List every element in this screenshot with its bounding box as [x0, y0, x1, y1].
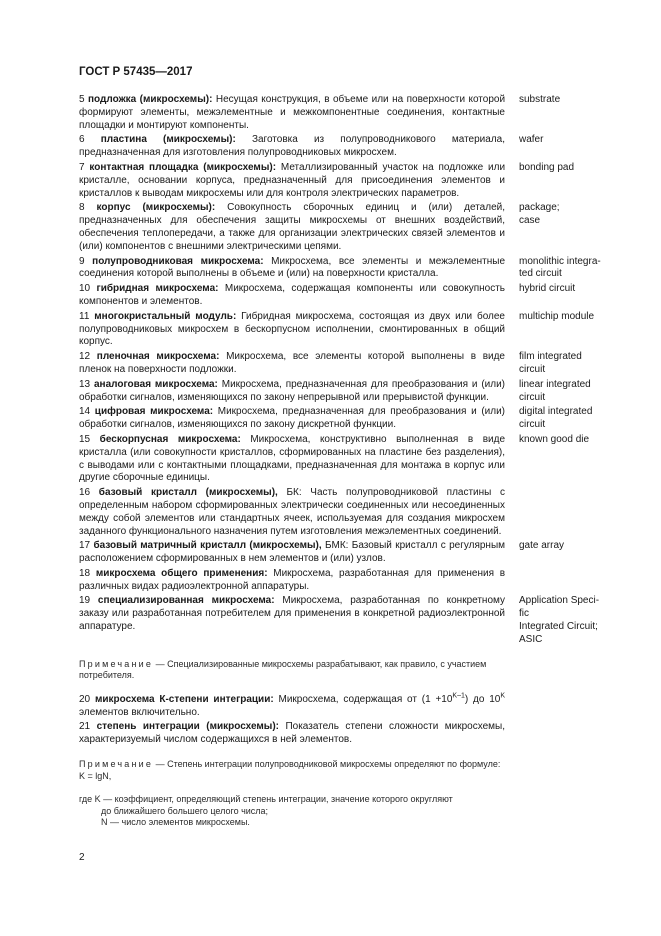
- entry-19: [79, 595, 614, 646]
- entry-number: 16: [79, 487, 91, 499]
- legend-line-2: до ближайшего большего целого числа;: [101, 805, 269, 816]
- entry-number: 5: [79, 94, 85, 105]
- english-equivalent: [519, 351, 614, 377]
- entry-definition: Микросхема, содержащая от (1 +10: [278, 693, 453, 705]
- entry-12: [79, 351, 614, 377]
- entry-term: пленочная микросхема:: [96, 351, 220, 363]
- entry-number: 21: [79, 721, 91, 733]
- entry-term: полупроводниковая микросхема:: [92, 255, 264, 267]
- english-term-line: bonding pad: [519, 161, 575, 173]
- entry-number: 18: [79, 567, 91, 579]
- entry-number: 20: [79, 693, 91, 705]
- english-term-line: multichip module: [519, 310, 595, 322]
- english-equivalent: [519, 434, 614, 485]
- english-equivalent: [519, 540, 614, 566]
- page-number: 2: [79, 852, 85, 863]
- note-1-text: — Специализированные микросхемы разрабатывают, как правило, с участием потребителя.: [79, 658, 487, 681]
- note-1-label: Примечание: [79, 658, 154, 669]
- entry-definition: Микросхема, все элементы которой выполнены в виде пленок на поверхности подложки.: [79, 351, 505, 375]
- english-term-line: Application Speci-: [519, 595, 600, 607]
- english-equivalent: [519, 595, 614, 646]
- entry-definition: Микросхема, содержащая компоненты или совокупность компонентов и элементов.: [79, 283, 505, 307]
- english-equivalent: [519, 283, 614, 309]
- entry-definition: Металлизированный участок на подложке или кристалле, основании корпуса, предназначенный для присоединения элементов и кристаллов к выводам микросхемы или для контроля электрических параметров.: [79, 161, 506, 199]
- entry-definition: Микросхема, предназначенная для преобразования и (или) обработки сигналов, изменяющихся по закону дискретной функции.: [79, 406, 506, 431]
- entry-5: [79, 94, 614, 132]
- entry-definition: Гибридная микросхема, состоящая из двух или более полупроводниковых микросхем в бескорпусном исполнении, смонтированных в общий корпус.: [79, 310, 505, 348]
- note-2-label: Примечание: [79, 759, 154, 770]
- english-term-line: film integrated: [519, 351, 582, 363]
- entry-term: микросхема К-степени интеграции:: [94, 693, 274, 705]
- entry-number: 13: [79, 378, 91, 390]
- english-equivalent: [519, 202, 614, 253]
- entry-term: контактная площадка (микросхемы):: [89, 161, 277, 173]
- term-list: [79, 94, 614, 829]
- entry-definition: Совокупность сборочных единиц и (или) деталей, предназначенных для обеспечения защиты микросхемы от внешних воздействий, обеспечения теплопередачи, а также для организации электрических связей элементов и (или) компонентов с внешними электрическими цепями.: [79, 202, 506, 252]
- entry-number: 7: [79, 161, 85, 173]
- entry-term: аналоговая микросхема:: [94, 378, 218, 390]
- english-equivalent: [519, 134, 614, 160]
- entry-term: пластина (микросхемы):: [100, 134, 236, 146]
- english-equivalent: [519, 256, 614, 282]
- english-equivalent: [519, 311, 614, 349]
- entry-definition: Заготовка из полупроводникового материала, предназначенная для изготовления полупроводниковых микросхем.: [79, 134, 505, 159]
- entry-definition: Микросхема, разработанная для применения в различных видах радиоэлектронной аппаратуры.: [79, 567, 506, 592]
- note-2-text: — Степень интеграции полупроводниковой микросхемы определяют по формуле: K = lgN,: [79, 759, 501, 781]
- entry-17: [79, 540, 614, 566]
- entry-definition: БК: Часть полупроводниковой пластины с определенным набором сформированных электрически соединенных или несоединенных между собой элементов или стандартных ячеек, используемая для создания микросхем заданного функционального назначения путем изготовления межэлементных соединений.: [79, 487, 506, 537]
- english-equivalent: [519, 379, 614, 405]
- english-term-line: ASIC: [519, 633, 543, 645]
- entry-definition: БМК: Базовый кристалл с регулярным расположением сформированных в нем элементов и (или) узлов.: [79, 540, 506, 565]
- entry-number: 10: [79, 283, 91, 295]
- entry-10: [79, 283, 614, 309]
- entry-13: [79, 379, 614, 405]
- english-term-line: gate array: [519, 540, 565, 552]
- entry-term: цифровая микросхема:: [94, 406, 214, 418]
- entry-term: специализированная микросхема:: [97, 595, 275, 607]
- legend-line-1: где K — коэффициент, определяющий степень интеграции, значение которого округляют: [79, 794, 453, 805]
- entry-18: [79, 568, 614, 594]
- entry-number: 12: [79, 351, 91, 363]
- entry-9: [79, 256, 614, 282]
- english-equivalent: [519, 406, 614, 432]
- english-term-line: substrate: [519, 94, 561, 105]
- entry-term: степень интеграции (микросхемы):: [96, 721, 279, 733]
- entry-number: 8: [79, 202, 85, 214]
- english-term-line: circuit: [519, 391, 546, 403]
- entry-term: микросхема общего применения:: [95, 567, 268, 579]
- english-term-line: hybrid circuit: [519, 283, 576, 295]
- entry-15: [79, 434, 614, 485]
- entry-term: базовый кристалл (микросхемы),: [98, 487, 278, 499]
- entry-definition: Микросхема, предназначенная для преобразования и (или) обработки сигналов, изменяющихся по закону непрерывной или прерывистой функции.: [79, 378, 506, 403]
- superscript: K: [500, 692, 506, 700]
- entry-16: [79, 487, 614, 538]
- entry-term: бескорпусная микросхема:: [99, 433, 241, 445]
- english-term-line: linear integrated: [519, 378, 591, 390]
- english-term-line: package;: [519, 202, 560, 214]
- legend-line-3: N — число элементов микросхемы.: [101, 817, 250, 828]
- english-equivalent: [519, 487, 614, 538]
- entry-definition: ) до 10: [464, 693, 501, 705]
- english-equivalent: [519, 568, 614, 594]
- entry-term: многокристальный модуль:: [94, 310, 237, 322]
- formula-legend: [79, 794, 505, 829]
- entry-definition: Показатель степени сложности микросхемы, характеризуемый числом содержащихся в ней элементов.: [79, 721, 505, 746]
- entry-definition: элементов включительно.: [79, 706, 200, 718]
- english-term-line: known good die: [519, 433, 590, 445]
- superscript: K–1: [452, 692, 465, 700]
- entry-number: 15: [79, 433, 91, 445]
- english-term-line: digital integrated: [519, 406, 593, 418]
- entry-number: 9: [79, 255, 85, 267]
- entry-number: 19: [79, 595, 91, 607]
- entry-8: [79, 202, 614, 253]
- entry-number: 17: [79, 540, 91, 552]
- entry-term: подложка (микросхемы):: [88, 94, 213, 105]
- entry-11: [79, 311, 614, 349]
- english-term-line: fic: [519, 608, 529, 620]
- entry-14: [79, 406, 614, 432]
- entry-term: гибридная микросхема:: [96, 283, 219, 295]
- entry-definition: Микросхема, конструктивно выполненная в виде кристалла (или совокупности кристаллов, сформированных на пластине без разделения), с выводами или с контактными площадками, предназначенная для монтажа в корпус или другие сборочные единицы.: [79, 433, 506, 484]
- entry-term: корпус (микросхемы):: [96, 202, 216, 214]
- entry-definition: Микросхема, все элементы и межэлементные соединения которой выполнены в объеме и (или) на поверхности кристалла.: [79, 255, 506, 280]
- english-term-line: circuit: [519, 419, 546, 431]
- english-term-line: ted circuit: [519, 268, 562, 280]
- note-2: [79, 759, 505, 782]
- entry-number: 11: [79, 310, 90, 322]
- note-1: [79, 659, 505, 682]
- entry-7: [79, 162, 614, 200]
- entry-number: 6: [79, 134, 85, 146]
- entry-21: [79, 721, 614, 747]
- english-equivalent: [519, 162, 614, 200]
- entry-number: 14: [79, 406, 91, 418]
- entry-6: [79, 134, 614, 160]
- english-term-line: wafer: [519, 134, 544, 146]
- english-term-line: case: [519, 215, 541, 227]
- english-term-line: monolithic integra-: [519, 255, 601, 267]
- entry-20: [79, 694, 614, 720]
- entry-definition: Микросхема, разработанная по конкретному заказу или разработанная потребителем для применения в конкретной радиоэлектронной аппаратуре.: [79, 595, 506, 633]
- entry-definition: Несущая конструкция, в объеме или на поверхности которой формируют элементы, межэлементные и межкомпонентные соединения, контактные площадки и монтируют компоненты.: [79, 94, 506, 131]
- english-term-line: Integrated Circuit;: [519, 621, 598, 633]
- english-equivalent: [519, 94, 614, 132]
- document-header: ГОСТ Р 57435—2017: [79, 66, 193, 78]
- english-term-line: circuit: [519, 363, 546, 375]
- entry-term: базовый матричный кристалл (микросхемы),: [93, 540, 322, 552]
